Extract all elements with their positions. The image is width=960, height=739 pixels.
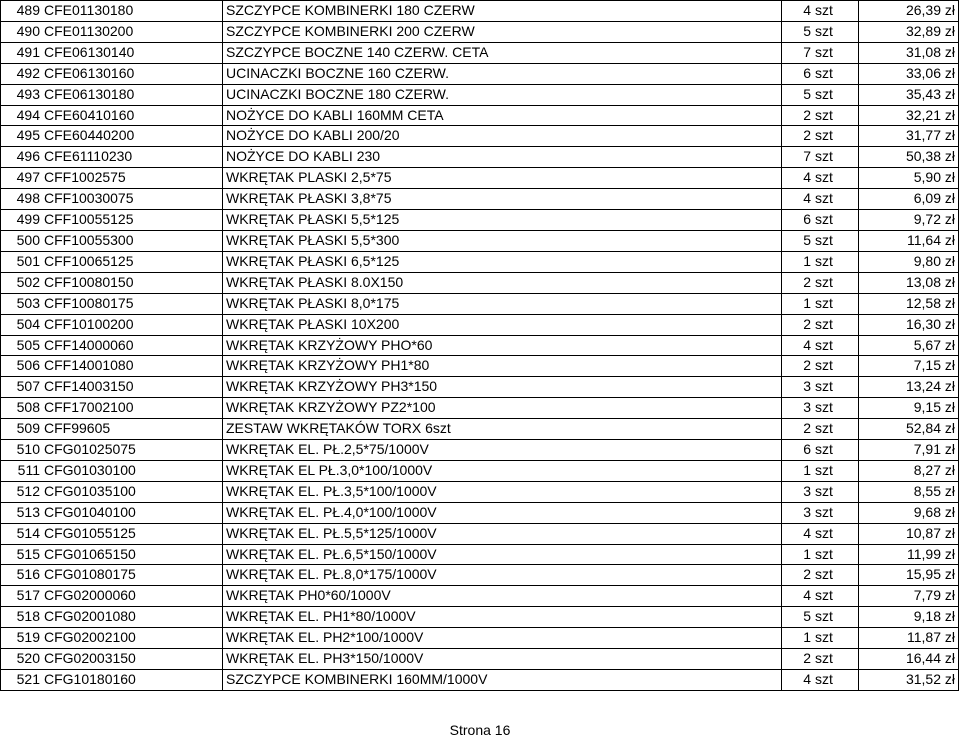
product-name-cell: ZESTAW WKRĘTAKÓW TORX 6szt [223,419,782,440]
table-row [1,481,959,502]
unit-cell: szt [813,189,859,210]
row-number-cell: 510 [1,440,43,461]
quantity-cell: 7 [782,147,814,168]
table-row [1,147,959,168]
quantity-cell: 2 [782,565,814,586]
table-row [1,460,959,481]
product-code-cell: CFG01035100 [42,481,223,502]
product-code-cell: CFF10080175 [42,293,223,314]
table-row [1,293,959,314]
quantity-cell: 5 [782,230,814,251]
product-code-cell: CFF10065125 [42,251,223,272]
row-number-cell: 491 [1,42,43,63]
unit-cell: szt [813,502,859,523]
unit-cell: szt [813,670,859,691]
product-code-cell: CFE06130160 [42,63,223,84]
table-body [1,1,959,691]
unit-cell: szt [813,523,859,544]
product-name-cell: WKRĘTAK PŁASKI 10X200 [223,314,782,335]
quantity-cell: 4 [782,335,814,356]
table-row [1,544,959,565]
row-number-cell: 502 [1,272,43,293]
price-cell: 16,44 zł [859,649,959,670]
price-cell: 6,09 zł [859,189,959,210]
table-row [1,189,959,210]
row-number-cell: 512 [1,481,43,502]
quantity-cell: 3 [782,502,814,523]
quantity-cell: 3 [782,481,814,502]
table-row [1,314,959,335]
quantity-cell: 1 [782,460,814,481]
table-row [1,272,959,293]
table-row [1,168,959,189]
row-number-cell: 513 [1,502,43,523]
product-name-cell: WKRĘTAK EL. PŁ.2,5*75/1000V [223,440,782,461]
row-number-cell: 516 [1,565,43,586]
table-row [1,21,959,42]
quantity-cell: 4 [782,1,814,22]
unit-cell: szt [813,356,859,377]
unit-cell: szt [813,272,859,293]
product-code-cell: CFE06130140 [42,42,223,63]
unit-cell: szt [813,398,859,419]
product-code-cell: CFF1002575 [42,168,223,189]
product-code-cell: CFG02000060 [42,586,223,607]
price-cell: 13,08 zł [859,272,959,293]
price-cell: 5,67 zł [859,335,959,356]
product-name-cell: WKRĘTAK PLASKI 2,5*75 [223,168,782,189]
product-code-cell: CFF10055300 [42,230,223,251]
quantity-cell: 2 [782,419,814,440]
unit-cell: szt [813,628,859,649]
price-cell: 50,38 zł [859,147,959,168]
table-row [1,670,959,691]
unit-cell: szt [813,607,859,628]
table-row [1,335,959,356]
quantity-cell: 4 [782,586,814,607]
quantity-cell: 2 [782,272,814,293]
product-name-cell: WKRĘTAK PŁASKI 8,0*175 [223,293,782,314]
table-row [1,649,959,670]
product-code-cell: CFG01025075 [42,440,223,461]
quantity-cell: 2 [782,314,814,335]
product-code-cell: CFE06130180 [42,84,223,105]
unit-cell: szt [813,481,859,502]
table-row [1,586,959,607]
product-code-cell: CFF10100200 [42,314,223,335]
quantity-cell: 4 [782,670,814,691]
quantity-cell: 4 [782,523,814,544]
price-cell: 31,08 zł [859,42,959,63]
unit-cell: szt [813,230,859,251]
product-name-cell: WKRĘTAK KRZYŻOWY PH3*150 [223,377,782,398]
unit-cell: szt [813,586,859,607]
product-code-cell: CFG01080175 [42,565,223,586]
price-cell: 7,91 zł [859,440,959,461]
row-number-cell: 490 [1,21,43,42]
product-name-cell: WKRĘTAK EL. PH3*150/1000V [223,649,782,670]
unit-cell: szt [813,419,859,440]
row-number-cell: 504 [1,314,43,335]
product-code-cell: CFG01040100 [42,502,223,523]
price-cell: 26,39 zł [859,1,959,22]
row-number-cell: 521 [1,670,43,691]
table-row [1,251,959,272]
quantity-cell: 1 [782,628,814,649]
quantity-cell: 1 [782,544,814,565]
table-row [1,356,959,377]
row-number-cell: 492 [1,63,43,84]
price-cell: 31,52 zł [859,670,959,691]
price-cell: 13,24 zł [859,377,959,398]
unit-cell: szt [813,565,859,586]
product-name-cell: WKRĘTAK PŁASKI 3,8*75 [223,189,782,210]
table-row [1,42,959,63]
unit-cell: szt [813,251,859,272]
unit-cell: szt [813,649,859,670]
product-code-cell: CFG01030100 [42,460,223,481]
price-cell: 12,58 zł [859,293,959,314]
unit-cell: szt [813,293,859,314]
row-number-cell: 519 [1,628,43,649]
table-row [1,419,959,440]
row-number-cell: 497 [1,168,43,189]
product-code-cell: CFG01055125 [42,523,223,544]
table-row [1,565,959,586]
row-number-cell: 515 [1,544,43,565]
quantity-cell: 5 [782,84,814,105]
table-row [1,230,959,251]
price-cell: 9,15 zł [859,398,959,419]
product-name-cell: NOŻYCE DO KABLI 160MM CETA [223,105,782,126]
quantity-cell: 4 [782,168,814,189]
product-name-cell: WKRĘTAK PŁASKI 5,5*300 [223,230,782,251]
product-name-cell: WKRĘTAK EL. PH1*80/1000V [223,607,782,628]
product-name-cell: WKRĘTAK PŁASKI 8.0X150 [223,272,782,293]
product-name-cell: WKRĘTAK KRZYŻOWY PHO*60 [223,335,782,356]
table-row [1,502,959,523]
unit-cell: szt [813,210,859,231]
quantity-cell: 5 [782,607,814,628]
price-cell: 9,72 zł [859,210,959,231]
product-code-cell: CFE01130180 [42,1,223,22]
product-name-cell: UCINACZKI BOCZNE 160 CZERW. [223,63,782,84]
price-cell: 32,89 zł [859,21,959,42]
row-number-cell: 518 [1,607,43,628]
unit-cell: szt [813,126,859,147]
table-row [1,628,959,649]
product-code-cell: CFF10055125 [42,210,223,231]
product-code-cell: CFE60440200 [42,126,223,147]
row-number-cell: 508 [1,398,43,419]
price-cell: 11,99 zł [859,544,959,565]
table-row [1,607,959,628]
product-name-cell: WKRĘTAK EL. PH2*100/1000V [223,628,782,649]
price-cell: 7,79 zł [859,586,959,607]
product-name-cell: WKRĘTAK PŁASKI 6,5*125 [223,251,782,272]
unit-cell: szt [813,335,859,356]
row-number-cell: 500 [1,230,43,251]
row-number-cell: 495 [1,126,43,147]
product-code-cell: CFG02003150 [42,649,223,670]
product-code-cell: CFG02002100 [42,628,223,649]
quantity-cell: 6 [782,440,814,461]
price-cell: 33,06 zł [859,63,959,84]
product-name-cell: WKRĘTAK EL. PŁ.8,0*175/1000V [223,565,782,586]
row-number-cell: 498 [1,189,43,210]
product-name-cell: WKRĘTAK KRZYŻOWY PZ2*100 [223,398,782,419]
table-row [1,1,959,22]
price-cell: 9,18 zł [859,607,959,628]
quantity-cell: 5 [782,21,814,42]
quantity-cell: 2 [782,649,814,670]
unit-cell: szt [813,147,859,168]
price-cell: 9,80 zł [859,251,959,272]
product-name-cell: WKRĘTAK EL. PŁ.6,5*150/1000V [223,544,782,565]
price-cell: 11,64 zł [859,230,959,251]
table-row [1,63,959,84]
price-cell: 15,95 zł [859,565,959,586]
product-code-cell: CFE60410160 [42,105,223,126]
price-cell: 35,43 zł [859,84,959,105]
product-code-cell: CFF14003150 [42,377,223,398]
price-cell: 32,21 zł [859,105,959,126]
product-code-cell: CFE01130200 [42,21,223,42]
product-name-cell: WKRĘTAK EL. PŁ.3,5*100/1000V [223,481,782,502]
row-number-cell: 507 [1,377,43,398]
unit-cell: szt [813,84,859,105]
unit-cell: szt [813,42,859,63]
price-cell: 9,68 zł [859,502,959,523]
table-row [1,105,959,126]
row-number-cell: 496 [1,147,43,168]
product-name-cell: NOŻYCE DO KABLI 200/20 [223,126,782,147]
row-number-cell: 517 [1,586,43,607]
row-number-cell: 509 [1,419,43,440]
product-name-cell: SZCZYPCE KOMBINERKI 200 CZERW [223,21,782,42]
row-number-cell: 503 [1,293,43,314]
row-number-cell: 511 [1,460,43,481]
unit-cell: szt [813,21,859,42]
unit-cell: szt [813,63,859,84]
product-code-cell: CFF17002100 [42,398,223,419]
price-cell: 7,15 zł [859,356,959,377]
quantity-cell: 2 [782,105,814,126]
quantity-cell: 6 [782,63,814,84]
row-number-cell: 489 [1,1,43,22]
unit-cell: szt [813,168,859,189]
quantity-cell: 7 [782,42,814,63]
table-row [1,440,959,461]
row-number-cell: 520 [1,649,43,670]
table-row [1,523,959,544]
quantity-cell: 1 [782,251,814,272]
table-row [1,84,959,105]
page-number: Strona 16 [449,722,511,738]
row-number-cell: 506 [1,356,43,377]
table-row [1,126,959,147]
product-name-cell: SZCZYPCE KOMBINERKI 160MM/1000V [223,670,782,691]
table-row [1,377,959,398]
row-number-cell: 501 [1,251,43,272]
unit-cell: szt [813,314,859,335]
row-number-cell: 514 [1,523,43,544]
product-code-cell: CFG01065150 [42,544,223,565]
quantity-cell: 1 [782,293,814,314]
row-number-cell: 493 [1,84,43,105]
price-cell: 52,84 zł [859,419,959,440]
quantity-cell: 6 [782,210,814,231]
product-code-cell: CFG02001080 [42,607,223,628]
product-name-cell: WKRĘTAK PŁASKI 5,5*125 [223,210,782,231]
product-code-cell: CFF14001080 [42,356,223,377]
unit-cell: szt [813,544,859,565]
price-cell: 8,55 zł [859,481,959,502]
quantity-cell: 2 [782,356,814,377]
row-number-cell: 505 [1,335,43,356]
price-cell: 5,90 zł [859,168,959,189]
product-name-cell: WKRĘTAK EL PŁ.3,0*100/1000V [223,460,782,481]
quantity-cell: 3 [782,377,814,398]
product-name-cell: WKRĘTAK PH0*60/1000V [223,586,782,607]
product-name-cell: UCINACZKI BOCZNE 180 CZERW. [223,84,782,105]
price-cell: 11,87 zł [859,628,959,649]
quantity-cell: 2 [782,126,814,147]
unit-cell: szt [813,377,859,398]
product-code-cell: CFG10180160 [42,670,223,691]
quantity-cell: 3 [782,398,814,419]
product-name-cell: WKRĘTAK KRZYŻOWY PH1*80 [223,356,782,377]
table-row [1,210,959,231]
price-cell: 8,27 zł [859,460,959,481]
row-number-cell: 499 [1,210,43,231]
product-code-cell: CFF10080150 [42,272,223,293]
product-name-cell: SZCZYPCE KOMBINERKI 180 CZERW [223,1,782,22]
price-cell: 31,77 zł [859,126,959,147]
row-number-cell: 494 [1,105,43,126]
product-name-cell: WKRĘTAK EL. PŁ.5,5*125/1000V [223,523,782,544]
price-cell: 10,87 zł [859,523,959,544]
product-name-cell: NOŻYCE DO KABLI 230 [223,147,782,168]
unit-cell: szt [813,1,859,22]
price-cell: 16,30 zł [859,314,959,335]
product-code-cell: CFF14000060 [42,335,223,356]
quantity-cell: 4 [782,189,814,210]
product-code-cell: CFF99605 [42,419,223,440]
product-name-cell: WKRĘTAK EL. PŁ.4,0*100/1000V [223,502,782,523]
unit-cell: szt [813,460,859,481]
product-code-cell: CFE61110230 [42,147,223,168]
unit-cell: szt [813,105,859,126]
product-code-cell: CFF10030075 [42,189,223,210]
table-row [1,398,959,419]
unit-cell: szt [813,440,859,461]
product-name-cell: SZCZYPCE BOCZNE 140 CZERW. CETA [223,42,782,63]
